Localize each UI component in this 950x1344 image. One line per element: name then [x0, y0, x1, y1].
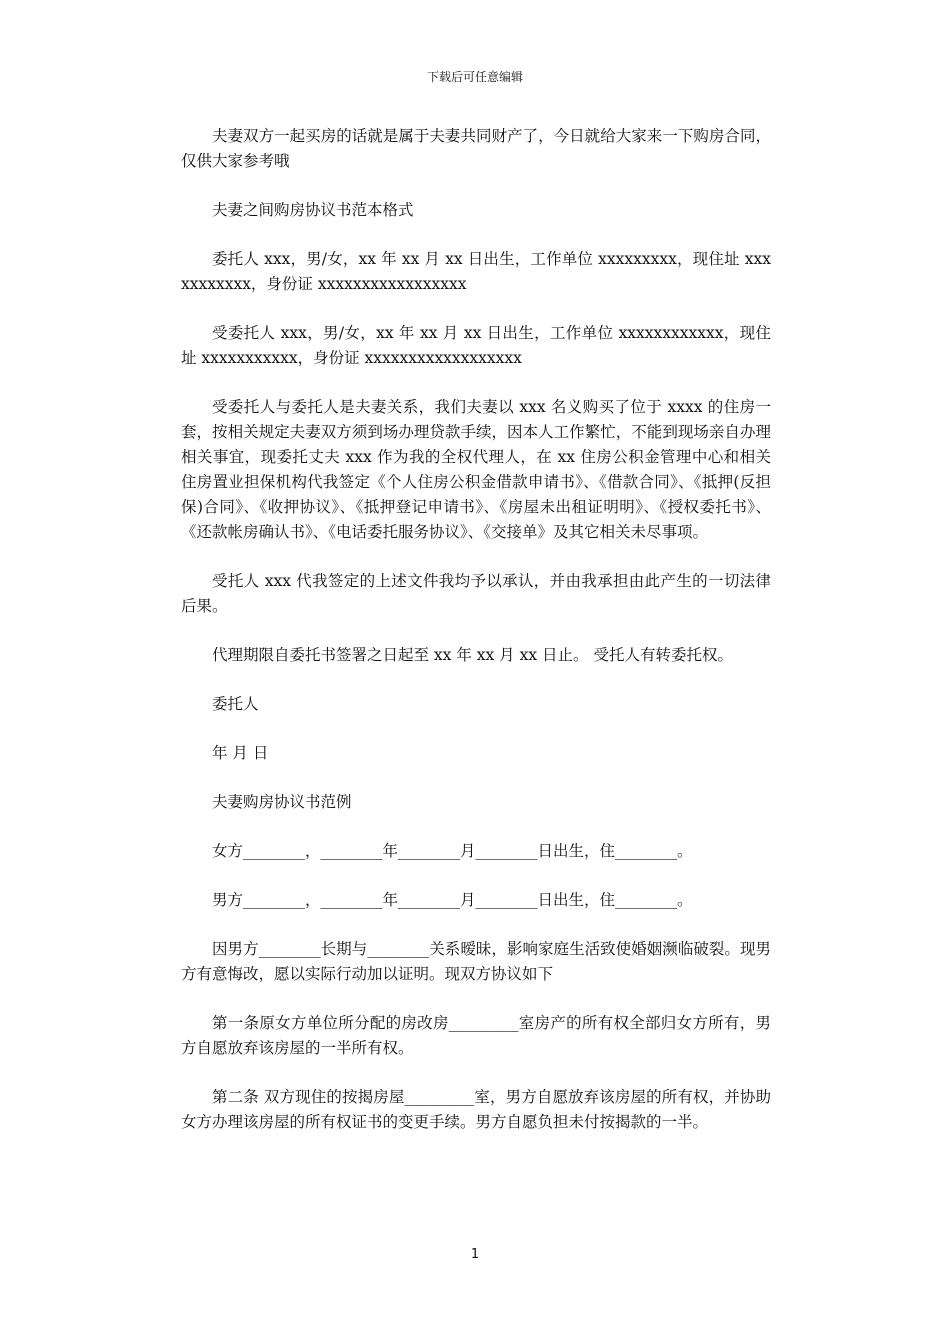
- section-title-format: 夫妻之间购房协议书范本格式: [212, 201, 414, 219]
- acknowledgement-paragraph: 受托人 xxx 代我签定的上述文件我均予以承认，并由我承担由此产生的一切法律后果。: [181, 572, 771, 615]
- article-one-paragraph: 第一条原女方单位所分配的房改房_________室房产的所有权全部归女方所有，男方自愿放弃该房屋的一半所有权。: [181, 1014, 771, 1057]
- section-title-example: 夫妻购房协议书范例: [212, 793, 352, 811]
- principal-signature-label: 委托人: [212, 695, 259, 713]
- document-body: [181, 124, 771, 1159]
- term-paragraph: 代理期限自委托书签署之日起至 xx 年 xx 月 xx 日止。 受托人有转委托权。: [212, 646, 733, 664]
- page-header: 下载后可任意编辑: [426, 70, 523, 84]
- principal-info-paragraph: 委托人 xxx，男/女，xx 年 xx 月 xx 日出生，工作单位 xxxxxxxxx，现住址 xxxxxxxxxxx，身份证 xxxxxxxxxxxxxxxxx: [181, 250, 771, 293]
- article-two-paragraph: 第二条 双方现住的按揭房屋_________室，男方自愿放弃该房屋的所有权，并协助女方办理该房屋的所有权证书的变更手续。男方自愿负担未付按揭款的一半。: [181, 1088, 771, 1131]
- reason-paragraph: 因男方________长期与________关系暧昧，影响家庭生活致使婚姻濒临破裂。现男方有意悔改，愿以实际行动加以证明。现双方协议如下: [181, 940, 771, 983]
- authorization-paragraph: 受委托人与委托人是夫妻关系，我们夫妻以 xxx 名义购买了位于 xxxx 的住房一套，按相关规定夫妻双方须到场办理贷款手续，因本人工作繁忙，不能到现场亲自办理相关事宜，现委托丈夫 xxx 作为我的全权代理人，在 xx 住房公积金管理中心和相关住房置业担保机构代我签定《个人住房公积金借款申请书》、《借款合同》、《抵押(反担保)合同》、《收押协议》、《抵押登记申请书》、《房屋未出租证明明》、《授权委托书》、《还款帐房确认书》、《电话委托服务协议》、《交接单》及其它相关未尽事项。: [181, 398, 771, 541]
- agent-info-paragraph: 受委托人 xxx，男/女，xx 年 xx 月 xx 日出生，工作单位 xxxxxxxxxxxx，现住址 xxxxxxxxxxx，身份证 xxxxxxxxxxxxxxxxxx: [181, 324, 771, 367]
- wife-info-line: 女方________，________年________月________日出生，住________。: [212, 842, 693, 860]
- date-line: 年 月 日: [212, 744, 269, 762]
- page-number: 1: [470, 1247, 480, 1262]
- intro-paragraph: 夫妻双方一起买房的话就是属于夫妻共同财产了，今日就给大家来一下购房合同，仅供大家参考哦: [181, 127, 771, 170]
- husband-info-line: 男方________，________年________月________日出生，住________。: [212, 891, 693, 909]
